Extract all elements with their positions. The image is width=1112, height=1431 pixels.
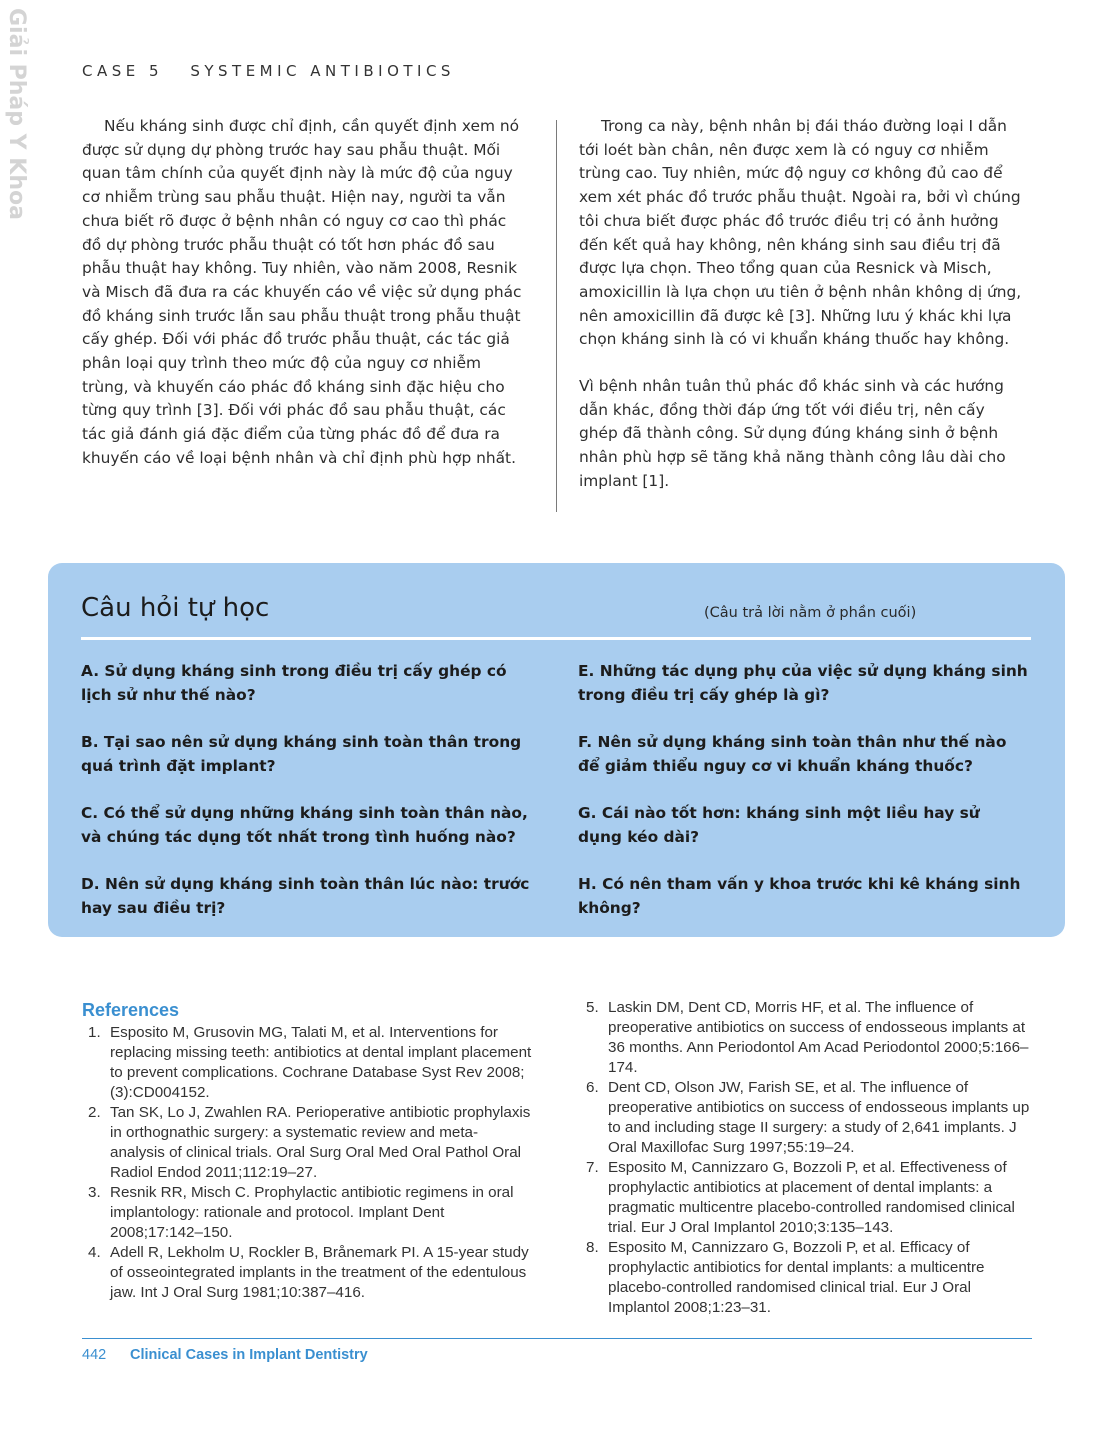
- reference-number: 1.: [88, 1024, 101, 1041]
- book-title: Clinical Cases in Implant Dentistry: [130, 1347, 368, 1363]
- question-h: H. Có nên tham vấn y khoa trước khi kê kháng sinh không?: [578, 875, 1021, 917]
- reference-item: [580, 1238, 1035, 1318]
- reference-number: 3.: [88, 1184, 101, 1201]
- reference-text: Esposito M, Grusovin MG, Talati M, et al. Interventions for replacing missing teeth: antibiotics at dental implant placement to prevent complications. Cochrane Database Syst Rev 2008;(3):CD004152.: [110, 1024, 532, 1101]
- section-title: SYSTEMIC ANTIBIOTICS: [190, 62, 455, 80]
- reference-text: Esposito M, Cannizzaro G, Bozzoli P, et al. Effectiveness of prophylactic antibiotics at placement of dental implants: a pragmatic multicentre placebo-controlled randomised clinical trial. Eur J Oral Implantol 2010;3:135–143.: [608, 1159, 1015, 1236]
- reference-item: [580, 1158, 1035, 1238]
- case-label: CASE 5: [82, 62, 164, 80]
- question-f: F. Nên sử dụng kháng sinh toàn thân như thế nào để giảm thiểu nguy cơ vi khuẩn kháng thuốc?: [578, 733, 1007, 775]
- references-column-left: [82, 998, 532, 1303]
- reference-text: Adell R, Lekholm U, Rockler B, Brånemark PI. A 15-year study of osseointegrated implants in the treatment of the edentulous jaw. Int J Oral Surg 1981;10:387–416.: [110, 1244, 529, 1301]
- footer-divider: [82, 1338, 1032, 1339]
- self-study-note: (Câu trả lời nằm ở phần cuối): [704, 605, 917, 621]
- reference-list: [82, 1023, 532, 1303]
- reference-item: [82, 1103, 532, 1183]
- running-header: [82, 62, 455, 80]
- self-study-divider: [81, 637, 1031, 640]
- reference-number: 2.: [88, 1104, 101, 1121]
- body-column-left: [82, 115, 522, 471]
- reference-item: [82, 1243, 532, 1303]
- question-g: G. Cái nào tốt hơn: kháng sinh một liều hay sử dụng kéo dài?: [578, 804, 980, 846]
- question-e: E. Những tác dụng phụ của việc sử dụng kháng sinh trong điều trị cấy ghép là gì?: [578, 662, 1028, 704]
- body-paragraph: Vì bệnh nhân tuân thủ phác đồ khác sinh và các hướng dẫn khác, đồng thời đáp ứng tốt với điều trị, nên cấy ghép đã thành công. Sử dụng đúng kháng sinh ở bệnh nhân phù hợp sẽ tăng khả năng thành công lâu dài cho implant [1].: [579, 377, 1006, 490]
- reference-number: 6.: [586, 1079, 599, 1096]
- question-a: A. Sử dụng kháng sinh trong điều trị cấy ghép có lịch sử như thế nào?: [81, 662, 507, 704]
- column-divider: [556, 120, 557, 512]
- reference-text: Laskin DM, Dent CD, Morris HF, et al. The influence of preoperative antibiotics on success of endosseous implants at 36 months. Ann Periodontol Am Acad Periodontol 2000;5:166–174.: [608, 999, 1029, 1076]
- body-paragraph: Trong ca này, bệnh nhân bị đái tháo đường loại I dẫn tới loét bàn chân, nên được xem là có nguy cơ nhiễm trùng cao. Tuy nhiên, mức độ nguy cơ không đủ cao để xem xét phác đồ trước phẫu thuật. Ngoài ra, bởi vì chúng tôi chưa biết được phác đồ trước điều trị có ảnh hưởng đến kết quả hay không, nên kháng sinh sau điều trị đã được lựa chọn. Theo tổng quan của Resnick và Misch, amoxicillin là lựa chọn ưu tiên ở bệnh nhân không dị ứng, nên amoxicillin đã được kê [3]. Những lưu ý khác khi lựa chọn kháng sinh là có vi khuẩn kháng thuốc hay không.: [579, 117, 1022, 349]
- question-b: B. Tại sao nên sử dụng kháng sinh toàn thân trong quá trình đặt implant?: [81, 733, 522, 775]
- reference-list: [580, 998, 1035, 1318]
- reference-item: [82, 1183, 532, 1243]
- reference-item: [82, 1023, 532, 1103]
- reference-number: 5.: [586, 999, 599, 1016]
- references-column-right: [580, 998, 1035, 1318]
- reference-item: [580, 998, 1035, 1078]
- body-paragraph: Nếu kháng sinh được chỉ định, cần quyết định xem nó được sử dụng dự phòng trước hay sau phẫu thuật. Mối quan tâm chính của quyết định này là mức độ của nguy cơ nhiễm trùng sau phẫu thuật. Hiện nay, người ta vẫn chưa biết rõ được ở bệnh nhân có nguy cơ cao thì phác đồ dự phòng trước phẫu thuật có tốt hơn phác đồ sau phẫu thuật hay không. Tuy nhiên, vào năm 2008, Resnik và Misch đã đưa ra các khuyến cáo về việc sử dụng phác đồ kháng sinh trước lẫn sau phẫu thuật trong phẫu thuật cấy ghép. Đối với phác đồ trước phẫu thuật, các tác giả phân loại quy trình theo mức độ của nguy cơ nhiễm trùng, và khuyến cáo phác đồ kháng sinh đặc hiệu cho từng quy trình [3]. Đối với phác đồ sau phẫu thuật, các tác giả đánh giá đặc điểm của từng phác đồ để đưa ra khuyến cáo về loại bệnh nhân và chỉ định phù hợp nhất.: [82, 117, 522, 467]
- references-heading: References: [82, 1000, 180, 1020]
- self-study-title: Câu hỏi tự học: [81, 593, 270, 623]
- self-study-box: [48, 563, 1065, 937]
- reference-number: 7.: [586, 1159, 599, 1176]
- watermark-text: Giải Pháp Y Khoa: [4, 8, 29, 220]
- body-column-right: [579, 115, 1024, 494]
- page-number: 442: [82, 1347, 107, 1363]
- reference-text: Resnik RR, Misch C. Prophylactic antibiotic regimens in oral implantology: rationale and protocol. Implant Dent 2008;17:142–150.: [110, 1184, 514, 1241]
- reference-text: Tan SK, Lo J, Zwahlen RA. Perioperative antibiotic prophylaxis in orthognathic surgery: a systematic review and meta-analysis of clinical trials. Oral Surg Oral Med Oral Pathol Oral Radiol Endod 2011;112:19–27.: [110, 1104, 531, 1181]
- reference-text: Esposito M, Cannizzaro G, Bozzoli P, et al. Efficacy of prophylactic antibiotics for dental implants: a multicentre placebo-controlled randomised clinical trial. Eur J Oral Implantol 2008;1:23–31.: [608, 1239, 985, 1316]
- reference-number: 4.: [88, 1244, 101, 1261]
- question-d: D. Nên sử dụng kháng sinh toàn thân lúc nào: trước hay sau điều trị?: [81, 875, 530, 917]
- reference-text: Dent CD, Olson JW, Farish SE, et al. The influence of preoperative antibiotics on success of endosseous implants up to and including stage II surgery: a study of 2,641 implants. J Oral Maxillofac Surg 1997;55:19–24.: [608, 1079, 1030, 1156]
- reference-item: [580, 1078, 1035, 1158]
- question-c: C. Có thể sử dụng những kháng sinh toàn thân nào, và chúng tác dụng tốt nhất trong tình huống nào?: [81, 804, 528, 846]
- reference-number: 8.: [586, 1239, 599, 1256]
